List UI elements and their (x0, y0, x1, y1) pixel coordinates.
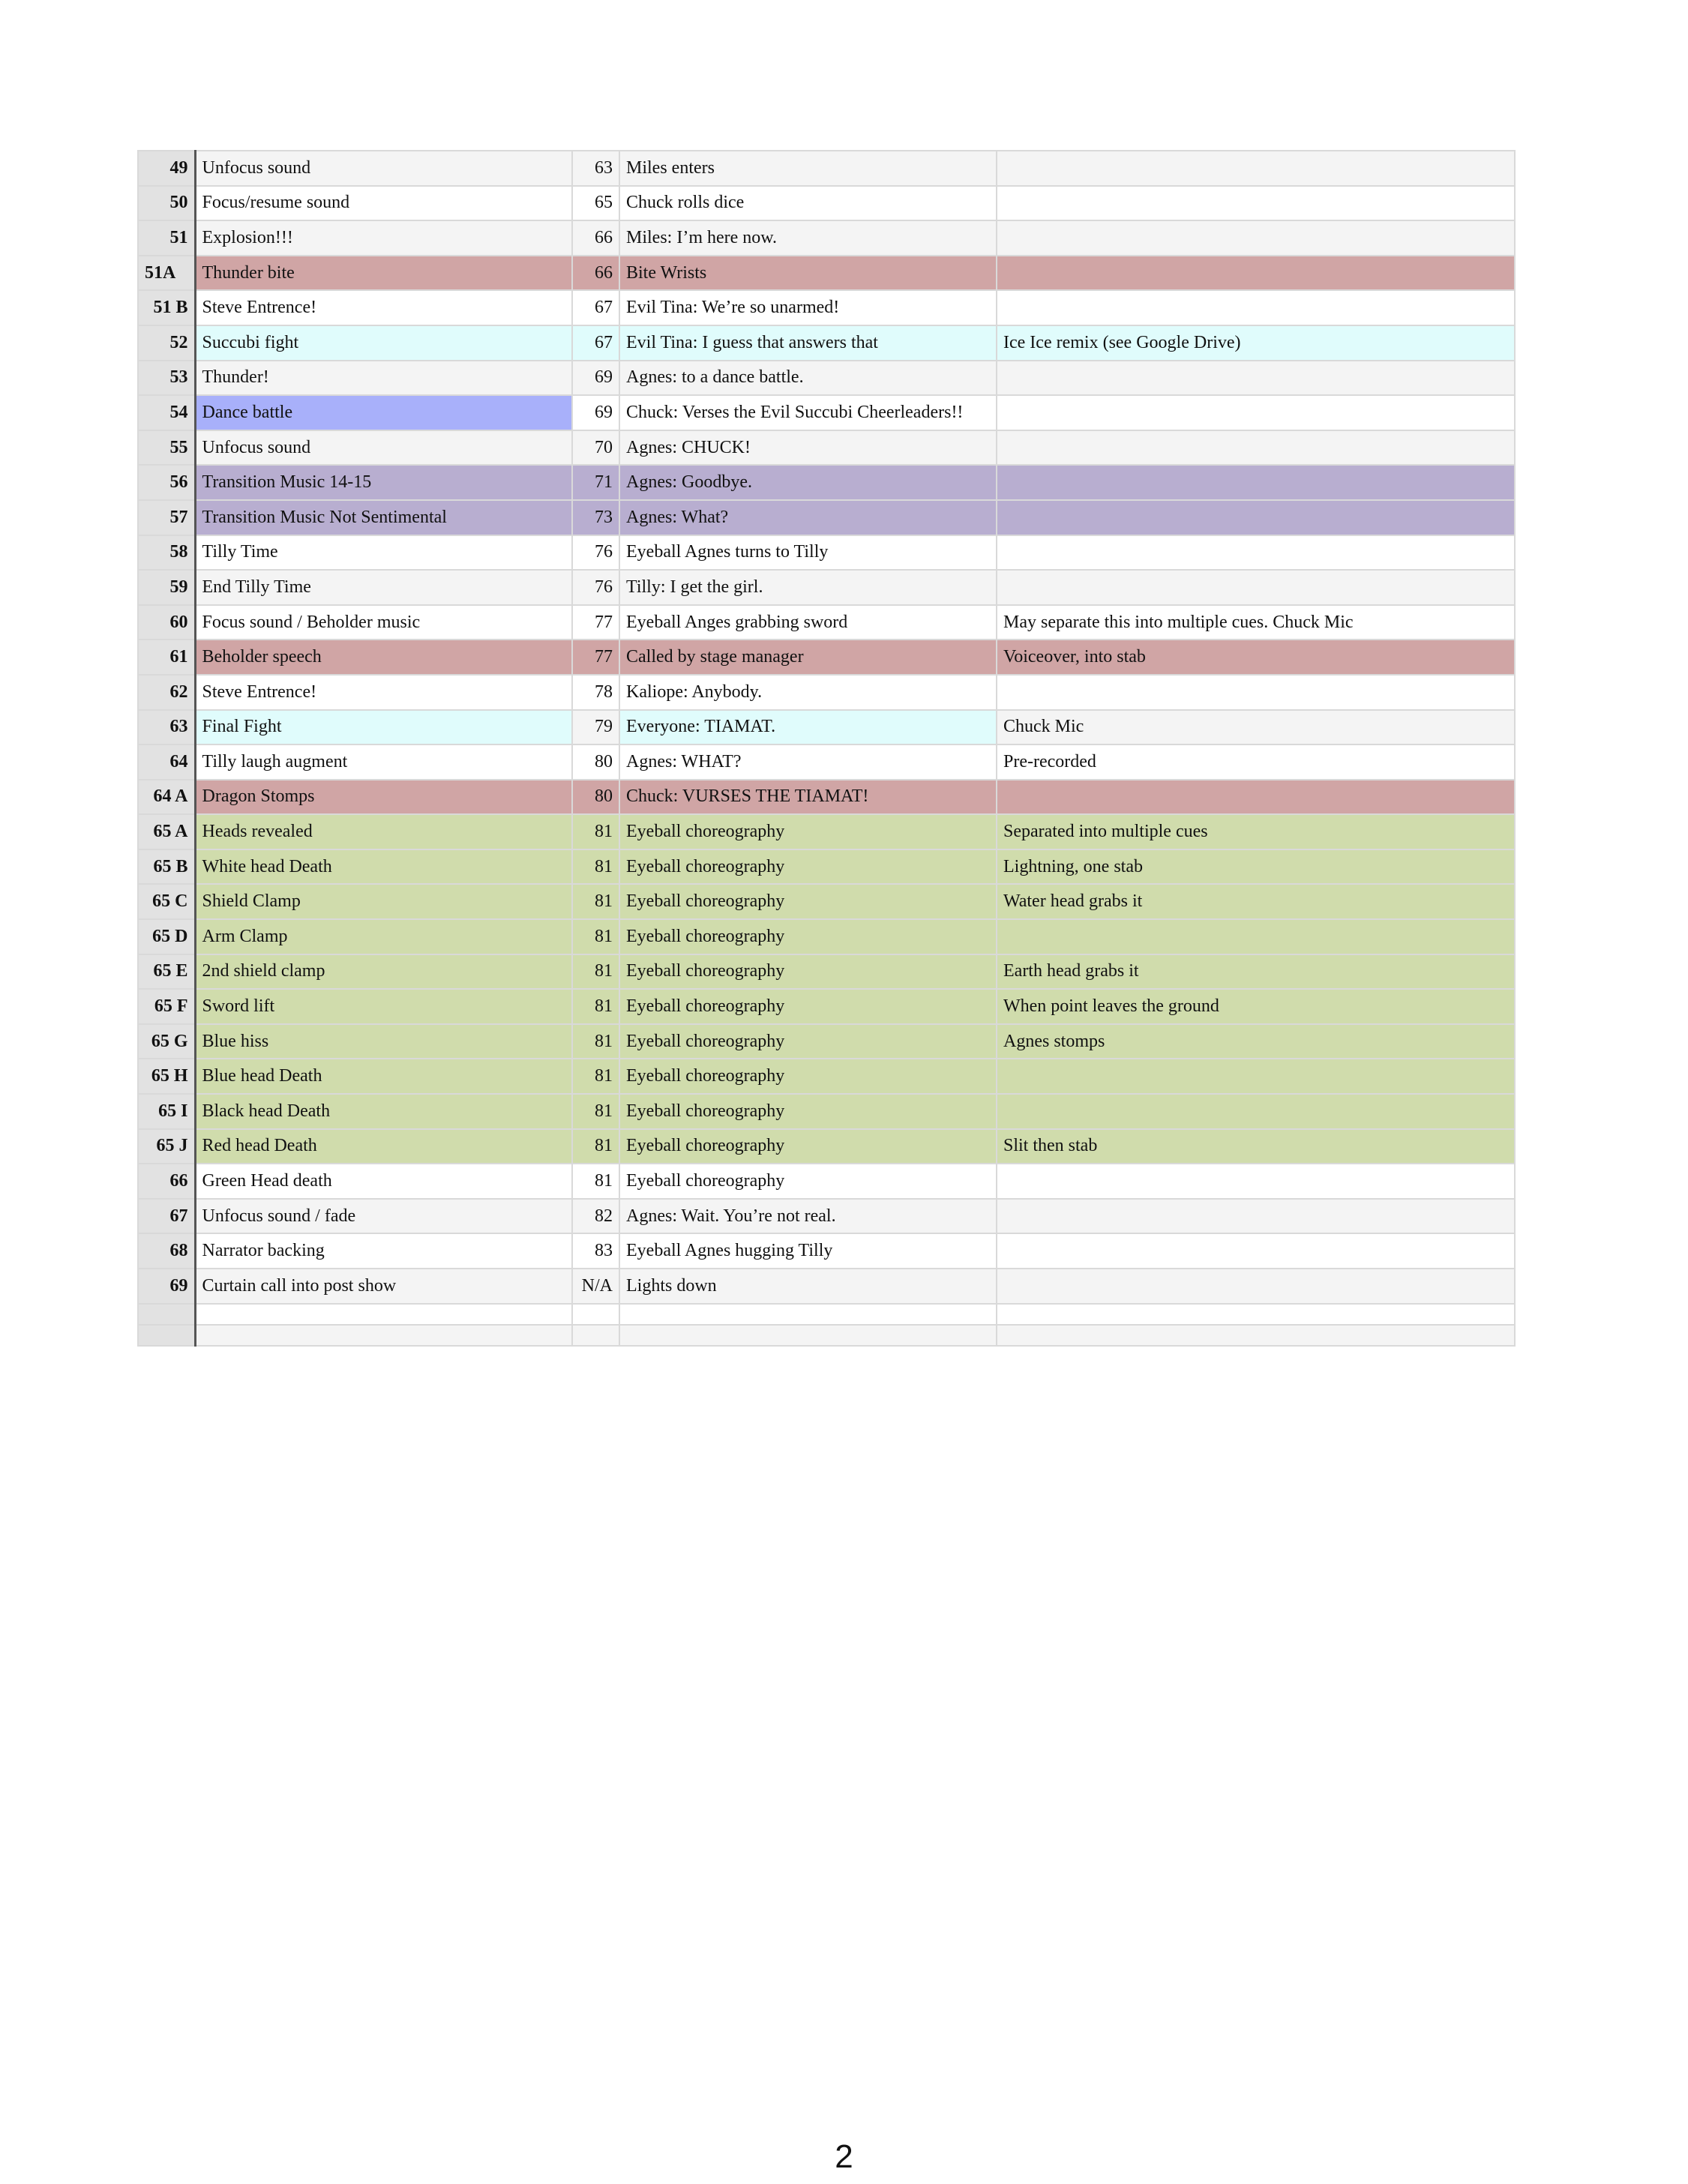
cue-line-cell[interactable]: Evil Tina: I guess that answers that (619, 325, 997, 361)
table-row (138, 395, 1515, 430)
cue-note-cell[interactable] (997, 290, 1515, 325)
script-page-cell[interactable]: 66 (572, 256, 619, 291)
table-row (138, 361, 1515, 396)
cue-line-cell[interactable]: Called by stage manager (619, 640, 997, 675)
script-page-cell[interactable]: 65 (572, 186, 619, 221)
cue-line-cell[interactable]: Chuck: Verses the Evil Succubi Cheerleaders!! (619, 395, 997, 430)
cue-number-cell[interactable]: 53 (138, 361, 195, 396)
cue-note-cell[interactable] (997, 1304, 1515, 1325)
script-page-cell[interactable]: 81 (572, 919, 619, 954)
cue-name-cell[interactable]: End Tilly Time (195, 570, 572, 605)
cue-number-cell[interactable]: 56 (138, 465, 195, 500)
cue-name-cell[interactable]: Arm Clamp (195, 919, 572, 954)
cue-line-cell[interactable]: Eyeball choreography (619, 884, 997, 919)
cue-note-cell[interactable] (997, 1199, 1515, 1234)
cue-name-cell[interactable] (195, 1304, 572, 1325)
table-row (138, 430, 1515, 466)
cue-number-cell[interactable]: 49 (138, 151, 195, 186)
script-page-cell[interactable]: 73 (572, 500, 619, 535)
cue-number-cell[interactable]: 51 B (138, 290, 195, 325)
cue-number-cell[interactable]: 50 (138, 186, 195, 221)
cue-line-cell[interactable]: Eyeball Agnes hugging Tilly (619, 1233, 997, 1269)
script-page-cell[interactable]: 81 (572, 1059, 619, 1094)
cue-line-cell[interactable]: Eyeball choreography (619, 1059, 997, 1094)
table-row (138, 186, 1515, 221)
script-page-cell[interactable]: 81 (572, 954, 619, 990)
cue-note-cell[interactable] (997, 570, 1515, 605)
cue-note-cell[interactable]: Voiceover, into stab (997, 640, 1515, 675)
cue-line-cell[interactable]: Lights down (619, 1269, 997, 1304)
cue-note-cell[interactable] (997, 186, 1515, 221)
script-page-cell[interactable]: 77 (572, 605, 619, 640)
cue-number-cell[interactable]: 67 (138, 1199, 195, 1234)
cue-name-cell[interactable]: Steve Entrence! (195, 675, 572, 710)
table-row (138, 1024, 1515, 1059)
cue-name-cell[interactable]: Unfocus sound / fade (195, 1199, 572, 1234)
cue-number-cell[interactable]: 65 J (138, 1129, 195, 1164)
table-row (138, 1164, 1515, 1199)
cue-note-cell[interactable] (997, 675, 1515, 710)
cue-note-cell[interactable] (997, 919, 1515, 954)
cue-note-cell[interactable]: Water head grabs it (997, 884, 1515, 919)
cue-name-cell[interactable]: Unfocus sound (195, 151, 572, 186)
cue-number-cell[interactable]: 59 (138, 570, 195, 605)
cue-number-cell[interactable]: 69 (138, 1269, 195, 1304)
table-row (138, 465, 1515, 500)
cue-line-cell[interactable]: Eyeball choreography (619, 1129, 997, 1164)
cue-note-cell[interactable]: Separated into multiple cues (997, 814, 1515, 849)
cue-note-cell[interactable]: Pre-recorded (997, 744, 1515, 780)
table-row (138, 500, 1515, 535)
table-row (138, 1129, 1515, 1164)
cue-note-cell[interactable]: When point leaves the ground (997, 989, 1515, 1024)
cue-name-cell[interactable]: Dance battle (195, 395, 572, 430)
table-row (138, 1059, 1515, 1094)
script-page-cell[interactable]: 67 (572, 290, 619, 325)
cue-line-cell[interactable]: Eyeball choreography (619, 919, 997, 954)
cue-name-cell[interactable]: Shield Clamp (195, 884, 572, 919)
cue-note-cell[interactable]: Ice Ice remix (see Google Drive) (997, 325, 1515, 361)
script-page-cell[interactable]: 81 (572, 849, 619, 885)
cue-line-cell[interactable]: Evil Tina: We’re so unarmed! (619, 290, 997, 325)
cue-line-cell[interactable]: Tilly: I get the girl. (619, 570, 997, 605)
cue-line-cell[interactable]: Agnes: WHAT? (619, 744, 997, 780)
table-row (138, 535, 1515, 571)
cue-name-cell[interactable]: White head Death (195, 849, 572, 885)
table-row (138, 1269, 1515, 1304)
script-page-cell[interactable]: 80 (572, 744, 619, 780)
cue-name-cell[interactable]: Tilly Time (195, 535, 572, 571)
cue-note-cell[interactable] (997, 220, 1515, 256)
script-page-cell[interactable]: N/A (572, 1269, 619, 1304)
cue-note-cell[interactable]: Agnes stomps (997, 1024, 1515, 1059)
cue-number-cell[interactable]: 58 (138, 535, 195, 571)
cue-line-cell[interactable]: Eyeball choreography (619, 954, 997, 990)
cue-number-cell[interactable]: 61 (138, 640, 195, 675)
table-row (138, 1094, 1515, 1129)
table-row (138, 605, 1515, 640)
cue-line-cell[interactable]: Agnes: CHUCK! (619, 430, 997, 466)
cue-line-cell[interactable]: Eyeball choreography (619, 1094, 997, 1129)
cue-sheet-body (138, 151, 1515, 1346)
cue-name-cell[interactable]: Dragon Stomps (195, 780, 572, 815)
cue-note-cell[interactable] (997, 395, 1515, 430)
cue-number-cell[interactable]: 55 (138, 430, 195, 466)
cue-number-cell[interactable] (138, 1325, 195, 1346)
script-page-cell[interactable]: 81 (572, 1129, 619, 1164)
cue-line-cell[interactable]: Kaliope: Anybody. (619, 675, 997, 710)
cue-line-cell[interactable]: Eyeball Agnes turns to Tilly (619, 535, 997, 571)
cue-line-cell[interactable]: Agnes: What? (619, 500, 997, 535)
cue-note-cell[interactable] (997, 500, 1515, 535)
cue-number-cell[interactable]: 65 A (138, 814, 195, 849)
cue-name-cell[interactable] (195, 1325, 572, 1346)
cue-line-cell[interactable]: Everyone: TIAMAT. (619, 710, 997, 745)
cue-line-cell[interactable] (619, 1304, 997, 1325)
cue-name-cell[interactable]: Curtain call into post show (195, 1269, 572, 1304)
script-page-cell[interactable]: 81 (572, 814, 619, 849)
cue-line-cell[interactable]: Agnes: to a dance battle. (619, 361, 997, 396)
table-row (138, 675, 1515, 710)
cue-name-cell[interactable]: Focus/resume sound (195, 186, 572, 221)
cue-number-cell[interactable]: 51A (138, 256, 195, 291)
script-page-cell[interactable]: 81 (572, 1024, 619, 1059)
cue-number-cell[interactable]: 65 G (138, 1024, 195, 1059)
script-page-cell[interactable]: 82 (572, 1199, 619, 1234)
script-page-cell[interactable]: 67 (572, 325, 619, 361)
cue-name-cell[interactable]: Explosion!!! (195, 220, 572, 256)
cue-line-cell[interactable]: Miles enters (619, 151, 997, 186)
table-row (138, 710, 1515, 745)
script-page-cell[interactable]: 83 (572, 1233, 619, 1269)
cue-number-cell[interactable]: 57 (138, 500, 195, 535)
table-row (138, 1233, 1515, 1269)
cue-line-cell[interactable]: Eyeball choreography (619, 1164, 997, 1199)
cue-note-cell[interactable]: Chuck Mic (997, 710, 1515, 745)
cue-note-cell[interactable]: Earth head grabs it (997, 954, 1515, 990)
cue-line-cell[interactable]: Eyeball choreography (619, 814, 997, 849)
cue-name-cell[interactable]: Focus sound / Beholder music (195, 605, 572, 640)
table-row (138, 256, 1515, 291)
cue-name-cell[interactable]: 2nd shield clamp (195, 954, 572, 990)
script-page-cell[interactable]: 78 (572, 675, 619, 710)
cue-note-cell[interactable] (997, 1094, 1515, 1129)
table-row (138, 325, 1515, 361)
cue-note-cell[interactable]: May separate this into multiple cues. Chuck Mic (997, 605, 1515, 640)
cue-name-cell[interactable]: Blue head Death (195, 1059, 572, 1094)
table-row (138, 849, 1515, 885)
cue-line-cell[interactable]: Bite Wrists (619, 256, 997, 291)
cue-name-cell[interactable]: Narrator backing (195, 1233, 572, 1269)
script-page-cell[interactable]: 80 (572, 780, 619, 815)
cue-sheet-table (137, 150, 1516, 1347)
cue-name-cell[interactable]: Blue hiss (195, 1024, 572, 1059)
cue-name-cell[interactable]: Succubi fight (195, 325, 572, 361)
cue-line-cell[interactable]: Eyeball choreography (619, 849, 997, 885)
cue-number-cell[interactable]: 68 (138, 1233, 195, 1269)
table-row (138, 1199, 1515, 1234)
cue-note-cell[interactable]: Lightning, one stab (997, 849, 1515, 885)
table-row (138, 570, 1515, 605)
cue-name-cell[interactable]: Transition Music 14-15 (195, 465, 572, 500)
cue-name-cell[interactable]: Heads revealed (195, 814, 572, 849)
cue-number-cell[interactable]: 64 A (138, 780, 195, 815)
cue-note-cell[interactable] (997, 535, 1515, 571)
cue-number-cell[interactable]: 65 B (138, 849, 195, 885)
cue-note-cell[interactable] (997, 1164, 1515, 1199)
cue-line-cell[interactable] (619, 1325, 997, 1346)
cue-line-cell[interactable]: Chuck rolls dice (619, 186, 997, 221)
cue-name-cell[interactable]: Green Head death (195, 1164, 572, 1199)
table-row (138, 919, 1515, 954)
script-page-cell[interactable]: 69 (572, 361, 619, 396)
cue-name-cell[interactable]: Tilly laugh augment (195, 744, 572, 780)
cue-note-cell[interactable] (997, 256, 1515, 291)
cue-name-cell[interactable]: Transition Music Not Sentimental (195, 500, 572, 535)
cue-note-cell[interactable] (997, 780, 1515, 815)
cue-number-cell[interactable]: 65 C (138, 884, 195, 919)
cue-note-cell[interactable] (997, 151, 1515, 186)
script-page-cell[interactable]: 79 (572, 710, 619, 745)
script-page-cell[interactable]: 63 (572, 151, 619, 186)
table-row (138, 640, 1515, 675)
cue-number-cell[interactable]: 63 (138, 710, 195, 745)
cue-name-cell[interactable]: Beholder speech (195, 640, 572, 675)
cue-number-cell[interactable]: 65 E (138, 954, 195, 990)
cue-name-cell[interactable]: Thunder bite (195, 256, 572, 291)
script-page-cell[interactable]: 81 (572, 884, 619, 919)
cue-number-cell[interactable]: 65 I (138, 1094, 195, 1129)
script-page-cell[interactable]: 76 (572, 570, 619, 605)
table-row (138, 1304, 1515, 1325)
cue-note-cell[interactable] (997, 1325, 1515, 1346)
cue-note-cell[interactable] (997, 1269, 1515, 1304)
cue-name-cell[interactable]: Unfocus sound (195, 430, 572, 466)
page-number: 2 (835, 2138, 853, 2175)
cue-number-cell[interactable] (138, 1304, 195, 1325)
script-page-cell[interactable]: 81 (572, 1164, 619, 1199)
cue-number-cell[interactable]: 65 F (138, 989, 195, 1024)
cue-line-cell[interactable]: Agnes: Wait. You’re not real. (619, 1199, 997, 1234)
cue-line-cell[interactable]: Chuck: VURSES THE TIAMAT! (619, 780, 997, 815)
cue-line-cell[interactable]: Agnes: Goodbye. (619, 465, 997, 500)
cue-note-cell[interactable] (997, 361, 1515, 396)
table-row (138, 220, 1515, 256)
cue-number-cell[interactable]: 65 H (138, 1059, 195, 1094)
cue-number-cell[interactable]: 51 (138, 220, 195, 256)
cue-number-cell[interactable]: 54 (138, 395, 195, 430)
cue-number-cell[interactable]: 60 (138, 605, 195, 640)
cue-number-cell[interactable]: 65 D (138, 919, 195, 954)
cue-name-cell[interactable]: Red head Death (195, 1129, 572, 1164)
table-row (138, 780, 1515, 815)
table-row (138, 884, 1515, 919)
cue-note-cell[interactable] (997, 430, 1515, 466)
cue-note-cell[interactable]: Slit then stab (997, 1129, 1515, 1164)
script-page-cell[interactable] (572, 1325, 619, 1346)
cue-name-cell[interactable]: Sword lift (195, 989, 572, 1024)
cue-note-cell[interactable] (997, 1233, 1515, 1269)
cue-note-cell[interactable] (997, 465, 1515, 500)
table-row (138, 290, 1515, 325)
table-row (138, 151, 1515, 186)
script-page-cell[interactable]: 66 (572, 220, 619, 256)
table-row (138, 744, 1515, 780)
table-row (138, 954, 1515, 990)
table-row (138, 1325, 1515, 1346)
script-page-cell[interactable]: 70 (572, 430, 619, 466)
cue-name-cell[interactable]: Final Fight (195, 710, 572, 745)
script-page-cell[interactable]: 81 (572, 1094, 619, 1129)
cue-name-cell[interactable]: Black head Death (195, 1094, 572, 1129)
script-page-cell[interactable]: 77 (572, 640, 619, 675)
cue-name-cell[interactable]: Thunder! (195, 361, 572, 396)
cue-note-cell[interactable] (997, 1059, 1515, 1094)
cue-line-cell[interactable]: Eyeball choreography (619, 1024, 997, 1059)
script-page-cell[interactable]: 76 (572, 535, 619, 571)
cue-number-cell[interactable]: 64 (138, 744, 195, 780)
script-page-cell[interactable] (572, 1304, 619, 1325)
script-page-cell[interactable]: 71 (572, 465, 619, 500)
script-page-cell[interactable]: 69 (572, 395, 619, 430)
script-page-cell[interactable]: 81 (572, 989, 619, 1024)
cue-number-cell[interactable]: 62 (138, 675, 195, 710)
cue-number-cell[interactable]: 52 (138, 325, 195, 361)
cue-name-cell[interactable]: Steve Entrence! (195, 290, 572, 325)
cue-line-cell[interactable]: Miles: I’m here now. (619, 220, 997, 256)
table-row (138, 989, 1515, 1024)
cue-number-cell[interactable]: 66 (138, 1164, 195, 1199)
cue-line-cell[interactable]: Eyeball Anges grabbing sword (619, 605, 997, 640)
cue-line-cell[interactable]: Eyeball choreography (619, 989, 997, 1024)
table-row (138, 814, 1515, 849)
